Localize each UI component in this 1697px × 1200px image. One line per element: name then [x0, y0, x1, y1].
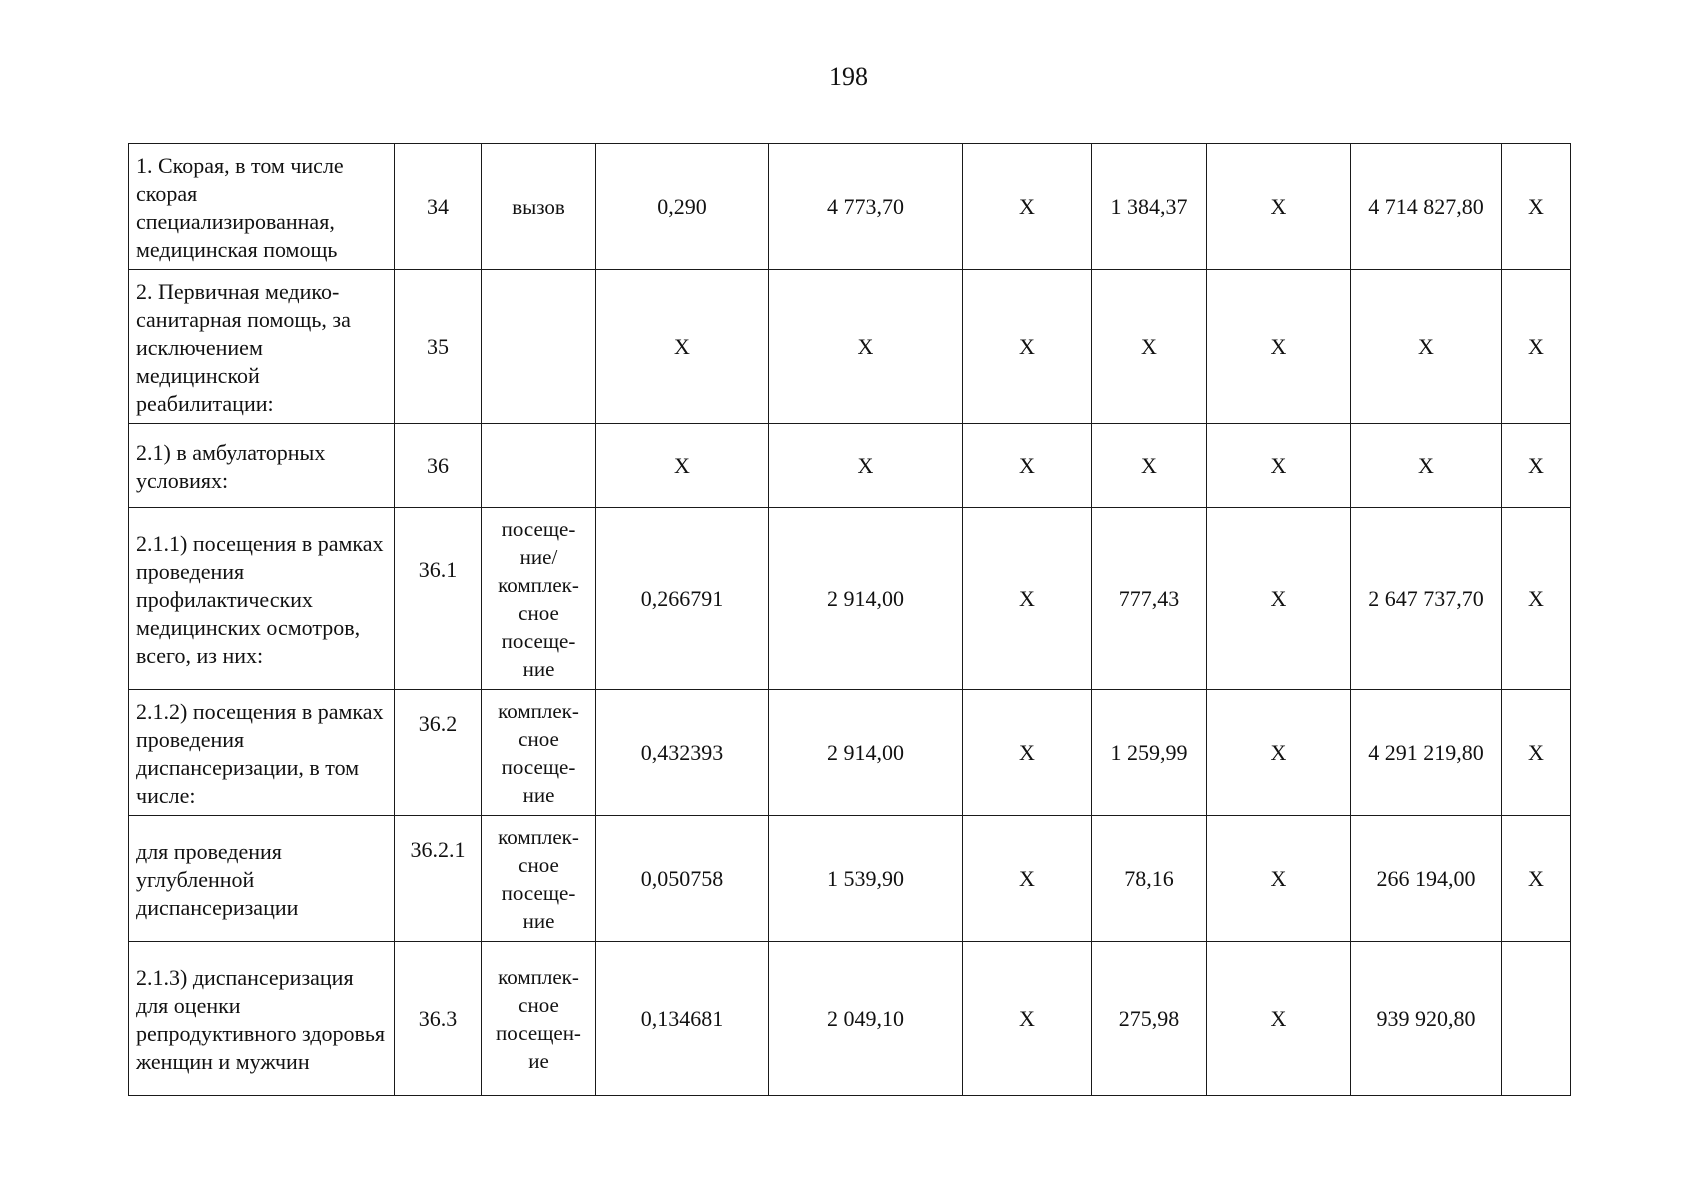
cell: 0,134681: [596, 942, 769, 1096]
cell: 78,16: [1092, 816, 1207, 942]
cell: X: [1502, 690, 1571, 816]
cell: 777,43: [1092, 508, 1207, 690]
cell: 4 773,70: [769, 144, 963, 270]
cell: X: [1502, 270, 1571, 424]
cell: X: [596, 270, 769, 424]
row-code: 36.2.1: [395, 816, 482, 942]
row-code: 36.1: [395, 508, 482, 690]
cell: 0,432393: [596, 690, 769, 816]
cell: X: [1502, 816, 1571, 942]
cell: 266 194,00: [1351, 816, 1502, 942]
cell: 0,290: [596, 144, 769, 270]
table-row: [129, 144, 1571, 270]
row-unit: [482, 424, 596, 508]
cell: 2 647 737,70: [1351, 508, 1502, 690]
cell: X: [1207, 424, 1351, 508]
table-row: [129, 690, 1571, 816]
cell: X: [596, 424, 769, 508]
cell: 275,98: [1092, 942, 1207, 1096]
row-code: 36.3: [395, 942, 482, 1096]
row-name: 2.1) в амбулаторных условиях:: [129, 424, 395, 508]
row-name: 2.1.1) посещения в рамках проведения профилактических медицинских осмотров, всего, из них:: [129, 508, 395, 690]
cell: X: [1502, 144, 1571, 270]
row-unit: комплек-сное посещен-ие: [482, 942, 596, 1096]
cell: X: [963, 508, 1092, 690]
cell: [1502, 942, 1571, 1096]
page-number: 198: [829, 62, 868, 91]
cell: X: [1207, 942, 1351, 1096]
cell: X: [1207, 144, 1351, 270]
cell: 939 920,80: [1351, 942, 1502, 1096]
cell: X: [1092, 424, 1207, 508]
cell: 1 539,90: [769, 816, 963, 942]
cell: X: [1092, 270, 1207, 424]
data-table: [128, 143, 1571, 1096]
cell: 2 914,00: [769, 508, 963, 690]
cell: 2 049,10: [769, 942, 963, 1096]
row-unit: вызов: [482, 144, 596, 270]
row-code: 35: [395, 270, 482, 424]
cell: X: [963, 270, 1092, 424]
cell: X: [1502, 424, 1571, 508]
row-code: 34: [395, 144, 482, 270]
row-code: 36: [395, 424, 482, 508]
row-name: 1. Скорая, в том числе скорая специализированная, медицинская помощь: [129, 144, 395, 270]
row-name: 2.1.2) посещения в рамках проведения диспансеризации, в том числе:: [129, 690, 395, 816]
cell: X: [963, 816, 1092, 942]
row-code: 36.2: [395, 690, 482, 816]
cell: X: [769, 424, 963, 508]
cell: 4 714 827,80: [1351, 144, 1502, 270]
cell: 4 291 219,80: [1351, 690, 1502, 816]
cell: 1 259,99: [1092, 690, 1207, 816]
cell: 1 384,37: [1092, 144, 1207, 270]
row-unit: [482, 270, 596, 424]
row-unit: комплек-сное посеще-ние: [482, 690, 596, 816]
table-row: [129, 508, 1571, 690]
row-name: для проведения углубленной диспансеризации: [129, 816, 395, 942]
cell: X: [769, 270, 963, 424]
cell: 2 914,00: [769, 690, 963, 816]
cell: X: [963, 424, 1092, 508]
table-row: [129, 816, 1571, 942]
cell: 0,266791: [596, 508, 769, 690]
cell: 0,050758: [596, 816, 769, 942]
cell: X: [1351, 270, 1502, 424]
table-row: [129, 424, 1571, 508]
cell: X: [963, 144, 1092, 270]
row-name: 2. Первичная медико-санитарная помощь, за исключением медицинской реабилитации:: [129, 270, 395, 424]
cell: X: [963, 942, 1092, 1096]
cell: X: [1207, 270, 1351, 424]
table-row: [129, 942, 1571, 1096]
row-name: 2.1.3) диспансеризация для оценки репродуктивного здоровья женщин и мужчин: [129, 942, 395, 1096]
row-unit: посеще-ние/ комплек-сное посеще-ние: [482, 508, 596, 690]
cell: X: [963, 690, 1092, 816]
table-row: [129, 270, 1571, 424]
cell: X: [1207, 816, 1351, 942]
cell: X: [1207, 508, 1351, 690]
cell: X: [1207, 690, 1351, 816]
cell: X: [1502, 508, 1571, 690]
cell: X: [1351, 424, 1502, 508]
row-unit: комплек-сное посеще-ние: [482, 816, 596, 942]
